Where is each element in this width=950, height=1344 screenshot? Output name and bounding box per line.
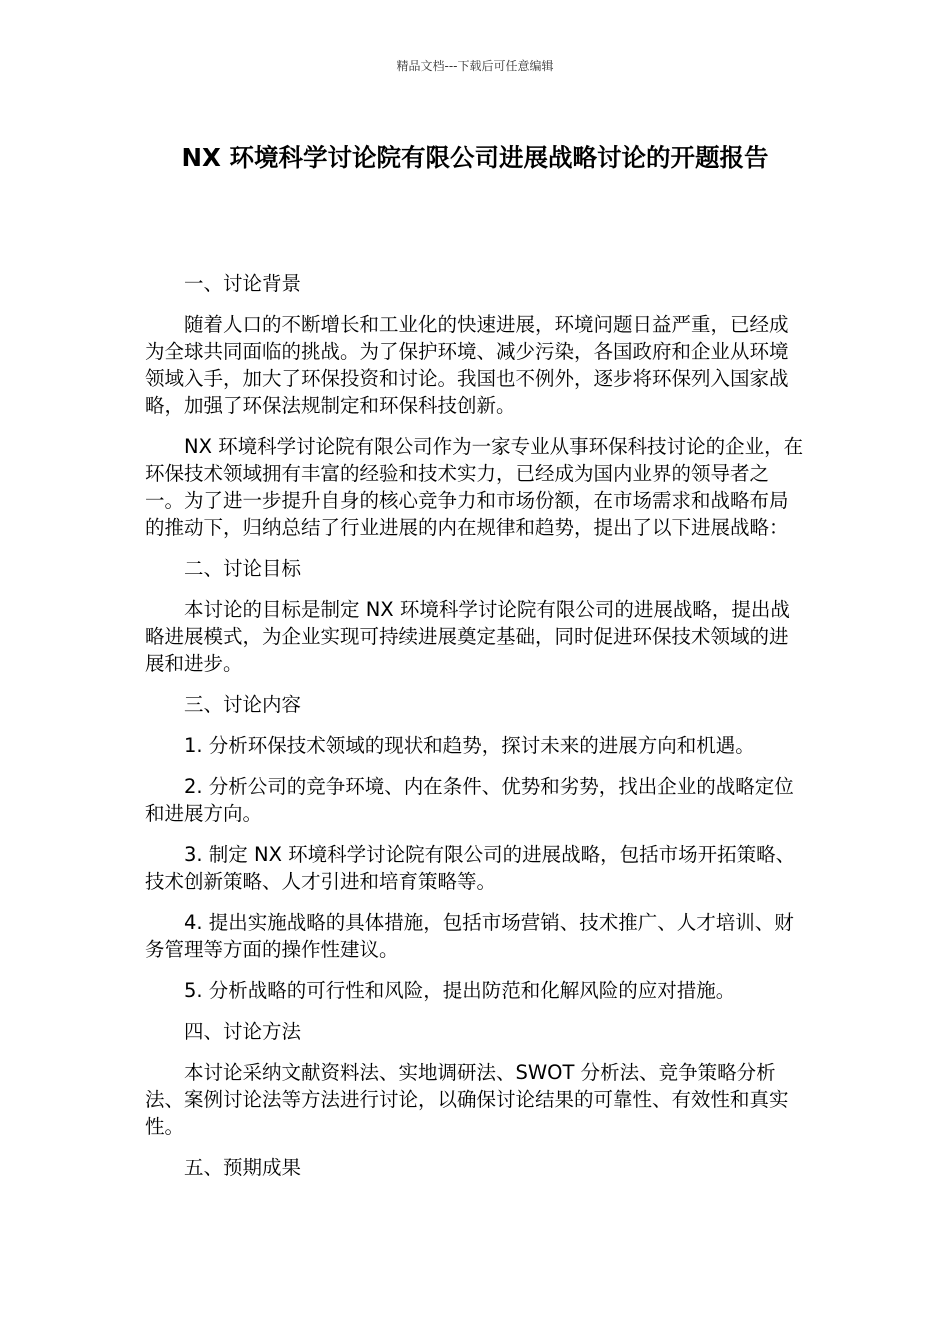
section-heading-background: 一、讨论背景 (184, 272, 302, 295)
section-heading-objective: 二、讨论目标 (184, 557, 302, 580)
paragraph-method: 本讨论采纳文献资料法、实地调研法、SWOT 分析法、竞争策略分析法、案例讨论法等方法进行讨论，以确保讨论结果的可靠性、有效性和真实性。 (145, 1061, 789, 1138)
document-body (145, 270, 805, 1195)
paragraph-objective: 本讨论的目标是制定 NX 环境科学讨论院有限公司的进展战略，提出战略进展模式，为企业实现可持续进展奠定基础，同时促进环保技术领域的进展和进步。 (145, 598, 790, 675)
paragraph-company-intro: NX 环境科学讨论院有限公司作为一家专业从事环保科技讨论的企业，在环保技术领域拥有丰富的经验和技术实力，已经成为国内业界的领导者之一。为了进一步提升自身的核心竞争力和市场份额，在市场需求和战略布局的推动下，归纳总结了行业进展的内在规律和趋势，提出了以下进展战略： (145, 435, 804, 539)
section-heading-method: 四、讨论方法 (184, 1020, 302, 1043)
section-heading-content: 三、讨论内容 (184, 693, 302, 716)
section-heading-expected-results: 五、预期成果 (184, 1156, 302, 1179)
header-note: 精品文档---下载后可任意编辑 (396, 59, 554, 73)
list-item: 4. 提出实施战略的具体措施，包括市场营销、技术推广、人才培训、财务管理等方面的操作性建议。 (145, 911, 794, 961)
list-item: 1. 分析环保技术领域的现状和趋势，探讨未来的进展方向和机遇。 (184, 734, 755, 757)
paragraph-background: 随着人口的不断增长和工业化的快速进展，环境问题日益严重，已经成为全球共同面临的挑战。为了保护环境、减少污染，各国政府和企业从环境领域入手，加大了环保投资和讨论。我国也不例外，逐步将环保列入国家战略，加强了环保法规制定和环保科技创新。 (145, 313, 789, 417)
list-item: 5. 分析战略的可行性和风险，提出防范和化解风险的应对措施。 (184, 979, 736, 1002)
list-item: 3. 制定 NX 环境科学讨论院有限公司的进展战略，包括市场开拓策略、技术创新策略、人才引进和培育策略等。 (145, 843, 796, 893)
document-title: NX 环境科学讨论院有限公司进展战略讨论的开题报告 (181, 143, 769, 172)
list-item: 2. 分析公司的竞争环境、内在条件、优势和劣势，找出企业的战略定位和进展方向。 (145, 775, 794, 825)
